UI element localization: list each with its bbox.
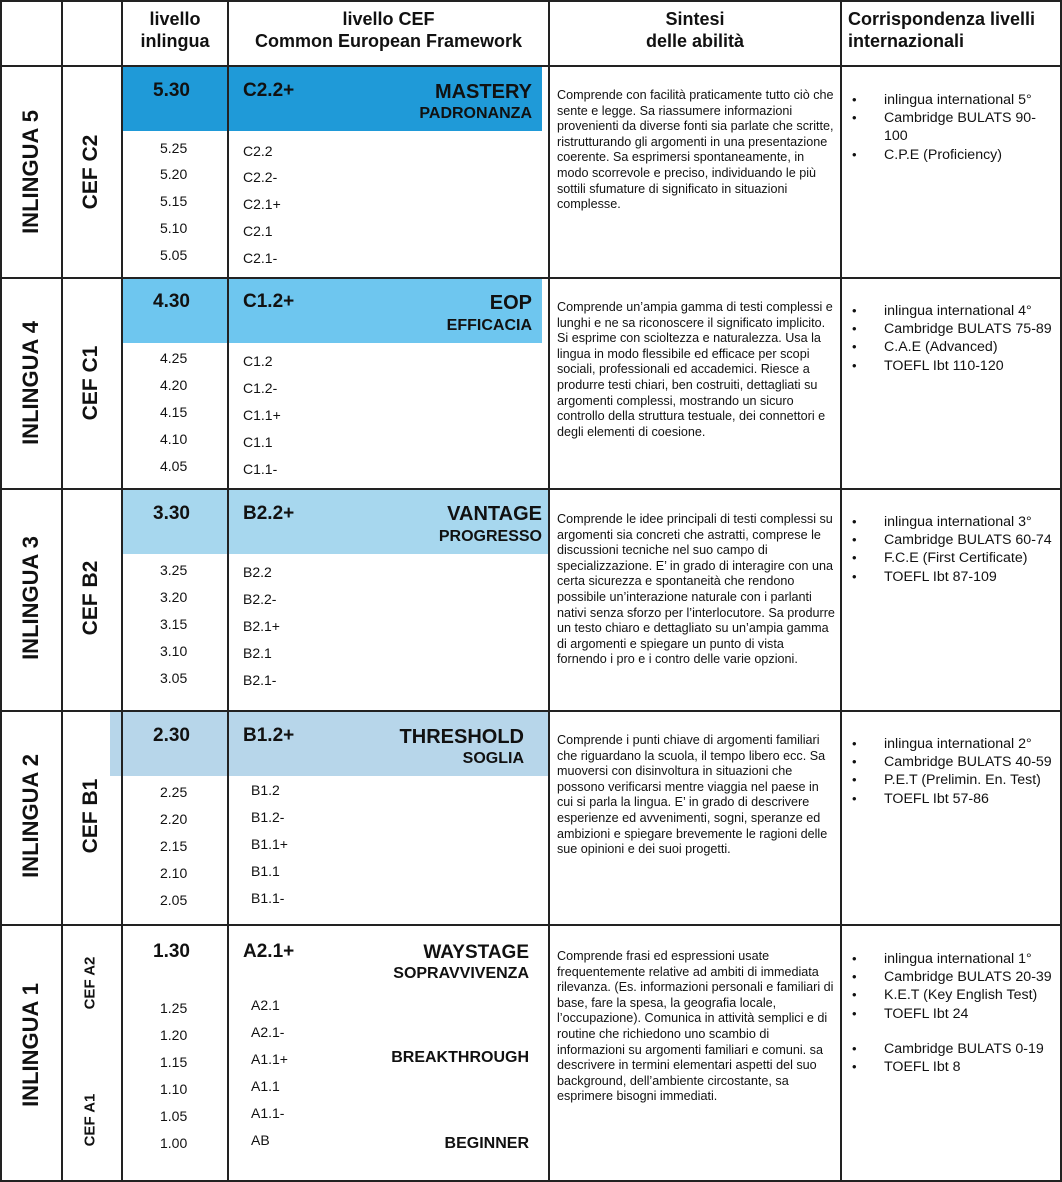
sub-level-code: B1.2- <box>251 809 285 825</box>
level-title: VANTAGE <box>447 503 542 525</box>
corrispondenza-list <box>848 950 1058 1076</box>
list-item: • C.A.E (Advanced) <box>848 338 1058 356</box>
cef-label-a1: CEF A1 <box>81 1093 99 1147</box>
list-item: • P.E.T (Prelimin. En. Test) <box>848 771 1058 789</box>
corrispondenza-list <box>848 302 1058 375</box>
sub-level-code: A1.1+ <box>251 1051 288 1067</box>
list-item: • Cambridge BULATS 90-100 <box>848 109 1058 145</box>
col-divider-5 <box>840 0 842 1182</box>
sub-level-number: 4.15 <box>160 404 188 420</box>
level-subtitle: EFFICACIA <box>446 317 532 334</box>
sub-level-number: 5.15 <box>160 193 188 209</box>
level-label-inlingua-4: INLINGUA 4 <box>18 321 43 445</box>
header-corrispondenza: Corrispondenza livelli internazionali <box>848 9 1036 51</box>
level-subtitle: PADRONANZA <box>419 105 532 122</box>
row-divider-3 <box>0 710 1062 712</box>
sub-level-code: C1.2- <box>243 380 278 396</box>
list-item: • TOEFL Ibt 57-86 <box>848 790 1058 808</box>
sub-level-number: 5.10 <box>160 220 188 236</box>
top-level-code: A2.1+ <box>243 941 295 962</box>
top-level-code: B2.2+ <box>243 503 295 524</box>
list-item: • inlingua international 1° <box>848 950 1058 968</box>
sintesi-text: Comprende un’ampia gamma di testi complessi e lunghi e ne sa riconoscere il significato implicito. Si esprime con scioltezza e naturalezza. Usa la lingua in modo flessibile ed efficace per scopi sociali, professionali ed accademici. Riesce a produrre testi chiari, ben costruiti, dettagliati su argomenti complessi, mostrando un sicuro controllo della struttura testuale, dei connettori e degli elementi di coesione. <box>557 300 833 439</box>
sintesi-text: Comprende i punti chiave di argomenti familiari che riguardano la scuola, il tempo libero ecc. Sa muoversi con disinvoltura in situazioni che possono verificarsi mentre viaggia nel paese in cui si parla la lingua. E’ in grado di descrivere esperienze ed avvenimenti, sogni, speranze ed ambizioni e spiegare brevemente le ragioni delle sue opinioni e dei suoi progetti. <box>557 733 828 857</box>
list-item: • TOEFL Ibt 87-109 <box>848 568 1058 586</box>
sub-level-code: B1.1- <box>251 890 285 906</box>
top-level-number: 1.30 <box>153 941 190 962</box>
list-item: • K.E.T (Key English Test) <box>848 986 1058 1004</box>
sub-level-code: B1.1+ <box>251 836 288 852</box>
sub-level-number: 1.05 <box>160 1108 188 1124</box>
level-label-inlingua-2: INLINGUA 2 <box>18 754 43 878</box>
list-item: • inlingua international 4° <box>848 302 1058 320</box>
sub-level-number: 1.00 <box>160 1135 188 1151</box>
sub-level-number: 5.25 <box>160 140 188 156</box>
cef-label-b2: CEF B2 <box>79 560 102 636</box>
sub-level-code: A2.1- <box>251 1024 285 1040</box>
sub-level-code: B2.1+ <box>243 618 280 634</box>
list-item: • C.P.E (Proficiency) <box>848 146 1058 164</box>
sub-level-number: 4.20 <box>160 377 188 393</box>
sub-level-number: 2.10 <box>160 865 188 881</box>
list-item: • Cambridge BULATS 60-74 <box>848 531 1058 549</box>
level-title: THRESHOLD <box>399 726 524 748</box>
sintesi-text: Comprende con facilità praticamente tutto ciò che sente e legge. Sa riassumere informazioni provenienti da diverse fonti sia parlate che scritte, ristrutturando gli argomenti in una presentazione coerente. Sa esprimersi spontaneamente, in modo scorrevole e preciso, individuando le più sottili sfumature di significato in situazioni complesse. <box>557 88 834 212</box>
list-item: • TOEFL Ibt 24 <box>848 1005 1058 1023</box>
sub-level-code: B2.1- <box>243 672 277 688</box>
list-item: • TOEFL Ibt 110-120 <box>848 357 1058 375</box>
level-title: WAYSTAGE <box>423 942 529 963</box>
sub-level-code: A1.1- <box>251 1105 285 1121</box>
cef-label-c2: CEF C2 <box>79 134 102 210</box>
sub-level-code: A2.1 <box>251 997 280 1013</box>
sub-level-code: C2.1- <box>243 250 278 266</box>
corrispondenza-list <box>848 91 1058 164</box>
sub-level-code: B1.1 <box>251 863 280 879</box>
sub-level-number: 2.15 <box>160 838 188 854</box>
sub-level-code: C2.1+ <box>243 196 281 212</box>
sub-level-number: 5.20 <box>160 166 188 182</box>
list-item: • inlingua international 3° <box>848 513 1058 531</box>
header-divider <box>0 65 1062 67</box>
list-item: • TOEFL Ibt 8 <box>848 1058 1058 1076</box>
sub-level-number: 1.20 <box>160 1027 188 1043</box>
top-level-code: C1.2+ <box>243 291 295 312</box>
sub-level-code: C2.2- <box>243 169 278 185</box>
level-subtitle: SOPRAVVIVENZA <box>393 965 529 982</box>
sub-level-number: 2.05 <box>160 892 188 908</box>
level-title: EOP <box>489 292 532 314</box>
corrispondenza-list <box>848 735 1058 808</box>
list-item: • Cambridge BULATS 75-89 <box>848 320 1058 338</box>
level-subtitle: SOGLIA <box>462 750 524 767</box>
header-sintesi: Sintesi delle abilità <box>645 9 745 51</box>
sub-level-code: C2.2 <box>243 143 273 159</box>
sub-level-code: C2.1 <box>243 223 273 239</box>
sub-level-number: 3.25 <box>160 562 188 578</box>
sub-level-code: B1.2 <box>251 782 280 798</box>
top-level-number: 3.30 <box>153 503 190 524</box>
row-divider-1 <box>0 277 1062 279</box>
corrispondenza-list <box>848 513 1058 586</box>
col-divider-1 <box>61 0 63 1182</box>
level-title-beginner: BEGINNER <box>444 1135 529 1152</box>
sub-level-number: 4.10 <box>160 431 188 447</box>
list-item: • Cambridge BULATS 0-19 <box>848 1040 1058 1058</box>
sub-level-code: C1.1- <box>243 461 278 477</box>
sub-level-code: C1.1 <box>243 434 273 450</box>
sub-level-number: 1.10 <box>160 1081 188 1097</box>
header-livello-cef: livello CEF Common European Framework <box>254 9 523 51</box>
top-level-number: 2.30 <box>153 725 190 746</box>
sub-level-number: 4.25 <box>160 350 188 366</box>
sub-level-number: 3.05 <box>160 670 188 686</box>
sub-level-code: C1.1+ <box>243 407 281 423</box>
sintesi-text: Comprende le idee principali di testi complessi su argomenti sia concreti che astratti, comprese le discussioni tecniche nel suo campo di specializzazione. E’ in grado di interagire con una certa sicurezza e spontaneità che rendono possibile un’interazione naturale con i parlanti nativi senza sforzo per l’interlocutore. Sa produrre un testo chiaro e dettagliato su un’ampia gamma di argomenti e spiegare un punto di vista fornendo i pro e i contro delle varie opzioni. <box>557 512 835 667</box>
level-label-inlingua-5: INLINGUA 5 <box>18 110 43 234</box>
sub-level-code: A1.1 <box>251 1078 280 1094</box>
list-item: • inlingua international 2° <box>848 735 1058 753</box>
level-label-inlingua-1: INLINGUA 1 <box>18 983 43 1107</box>
col-divider-2 <box>121 0 123 1182</box>
sub-level-number: 5.05 <box>160 247 188 263</box>
level-title-breakthrough: BREAKTHROUGH <box>391 1049 529 1066</box>
cef-label-c1: CEF C1 <box>79 345 102 421</box>
table-border-top <box>0 0 1062 2</box>
sub-level-number: 1.15 <box>160 1054 188 1070</box>
list-item: • F.C.E (First Certificate) <box>848 549 1058 567</box>
sub-level-number: 3.20 <box>160 589 188 605</box>
sub-level-number: 4.05 <box>160 458 188 474</box>
sub-level-number: 3.10 <box>160 643 188 659</box>
sub-level-number: 2.25 <box>160 784 188 800</box>
row-divider-2 <box>0 488 1062 490</box>
level-subtitle: PROGRESSO <box>438 528 542 545</box>
cef-label-b1: CEF B1 <box>79 778 102 854</box>
col-border-left <box>0 0 2 1182</box>
row-divider-4 <box>0 924 1062 926</box>
level-title: MASTERY <box>434 81 532 103</box>
top-level-number: 4.30 <box>153 291 190 312</box>
sub-level-number: 2.20 <box>160 811 188 827</box>
sub-level-code: B2.1 <box>243 645 272 661</box>
cef-label-a2: CEF A2 <box>81 956 99 1010</box>
header-livello-inlingua: livello inlingua <box>140 9 210 51</box>
top-level-code: B1.2+ <box>243 725 295 746</box>
top-level-number: 5.30 <box>153 80 190 101</box>
sub-level-code: B2.2- <box>243 591 277 607</box>
top-level-code: C2.2+ <box>243 80 295 101</box>
sub-level-number: 1.25 <box>160 1000 188 1016</box>
sub-level-number: 3.15 <box>160 616 188 632</box>
sub-level-code: C1.2 <box>243 353 273 369</box>
level-label-inlingua-3: INLINGUA 3 <box>18 536 43 660</box>
sintesi-text: Comprende frasi ed espressioni usate frequentemente relative ad ambiti di immediata rilevanza. (Es. informazioni personali e familiari di base, fare la spesa, la geografia locale, l’occupazione). Comunica in attività semplici e di routine che richiedono uno scambio di informazioni su argomenti familiari e comuni. sa descrivere in termini elementari aspetti del suo background, dell’ambiente circostante, sa esprimere bisogni immediati. <box>557 949 834 1104</box>
list-item: • Cambridge BULATS 40-59 <box>848 753 1058 771</box>
col-divider-4 <box>548 0 550 1182</box>
col-divider-3 <box>227 0 229 1182</box>
list-item: • inlingua international 5° <box>848 91 1058 109</box>
list-item: • Cambridge BULATS 20-39 <box>848 968 1058 986</box>
sub-level-code: B2.2 <box>243 564 272 580</box>
sub-level-code: AB <box>251 1132 270 1148</box>
